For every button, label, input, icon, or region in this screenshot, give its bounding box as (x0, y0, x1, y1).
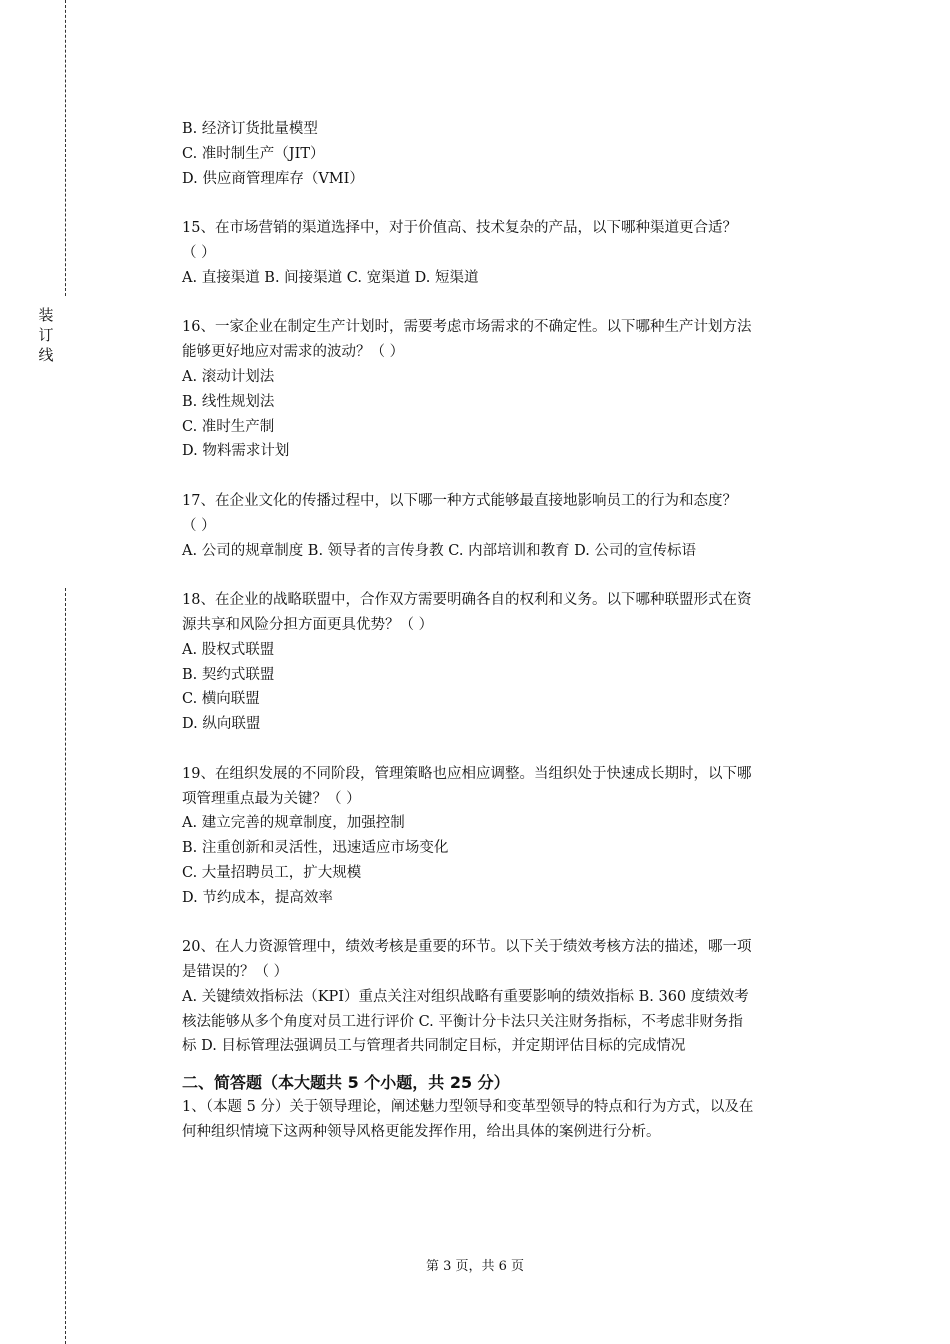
binding-label-char: 订 (38, 326, 54, 344)
option: C. 准时生产制 (182, 418, 275, 435)
option: D. 供应商管理库存（VMI） (182, 170, 364, 187)
question-stem: 15、在市场营销的渠道选择中，对于价值高、技术复杂的产品，以下哪种渠道更合适？ (182, 220, 737, 237)
answer-blank: （ ） (182, 244, 216, 261)
option: B. 注重创新和灵活性，迅速适应市场变化 (182, 840, 449, 857)
binding-label-char: 装 (38, 306, 54, 324)
question-stem: 项管理重点最为关键？（ ） (182, 790, 361, 807)
question-stem: 何种组织情境下这两种领导风格更能发挥作用，给出具体的案例进行分析。 (182, 1124, 661, 1141)
question-20 (182, 935, 837, 1059)
question-stem: 18、在企业的战略联盟中，合作双方需要明确各自的权利和义务。以下哪种联盟形式在资 (182, 592, 752, 609)
page-number: 第 3 页，共 6 页 (425, 1259, 525, 1274)
option: B. 契约式联盟 (182, 666, 275, 683)
question-stem: 是错误的？（ ） (182, 964, 289, 981)
option: B. 线性规划法 (182, 393, 275, 410)
option: A. 滚动计划法 (182, 368, 275, 385)
option: A. 建立完善的规章制度，加强控制 (182, 815, 405, 832)
option-line: A. 公司的规章制度 B. 领导者的言传身教 C. 内部培训和教育 D. 公司的宣传标语 (182, 542, 697, 559)
binding-line-top (65, 0, 66, 296)
question-stem: 17、在企业文化的传播过程中，以下哪一种方式能够最直接地影响员工的行为和态度？ (182, 492, 737, 509)
question-15 (182, 216, 837, 290)
page-content (182, 117, 837, 1145)
option: C. 准时制生产（JIT） (182, 145, 325, 162)
binding-label (37, 305, 55, 365)
option: D. 节约成本，提高效率 (182, 889, 333, 906)
binding-line-bottom (65, 588, 66, 1344)
question-stem: 16、一家企业在制定生产计划时，需要考虑市场需求的不确定性。以下哪种生产计划方法 (182, 319, 752, 336)
option: C. 大量招聘员工，扩大规模 (182, 864, 362, 881)
question-stem: 19、在组织发展的不同阶段，管理策略也应相应调整。当组织处于快速成长期时，以下哪 (182, 765, 752, 782)
option-line: A. 直接渠道 B. 间接渠道 C. 宽渠道 D. 短渠道 (182, 269, 479, 286)
option-line: 标 D. 目标管理法强调员工与管理者共同制定目标，并定期评估目标的完成情况 (182, 1038, 686, 1055)
answer-blank: （ ） (182, 517, 216, 534)
question-19 (182, 762, 837, 911)
option: D. 物料需求计划 (182, 443, 290, 460)
short-answer-question-1 (182, 1095, 837, 1145)
section-heading: 二、简答题（本大题共 5 个小题，共 25 分） (182, 1073, 510, 1093)
binding-label-char: 线 (38, 346, 54, 364)
question-17 (182, 489, 837, 563)
option: B. 经济订货批量模型 (182, 121, 318, 137)
option-line: 核法能够从多个角度对员工进行评价 C. 平衡计分卡法只关注财务指标，不考虑非财务指 (182, 1013, 743, 1030)
option: C. 横向联盟 (182, 691, 260, 708)
question-stem: 20、在人力资源管理中，绩效考核是重要的环节。以下关于绩效考核方法的描述，哪一项 (182, 939, 752, 956)
question-16 (182, 315, 837, 464)
question-stem: 能够更好地应对需求的波动？（ ） (182, 344, 405, 361)
option: A. 股权式联盟 (182, 641, 275, 658)
question-stem: 源共享和风险分担方面更具优势？（ ） (182, 616, 434, 633)
option: D. 纵向联盟 (182, 716, 261, 733)
question-18 (182, 588, 837, 737)
option-line: A. 关键绩效指标法（KPI）重点关注对组织战略有重要影响的绩效指标 B. 360 度绩效考 (182, 988, 749, 1005)
question-14-options (182, 117, 837, 191)
question-stem: 1、（本题 5 分）关于领导理论，阐述魅力型领导和变革型领导的特点和行为方式，以及在 (182, 1099, 754, 1116)
